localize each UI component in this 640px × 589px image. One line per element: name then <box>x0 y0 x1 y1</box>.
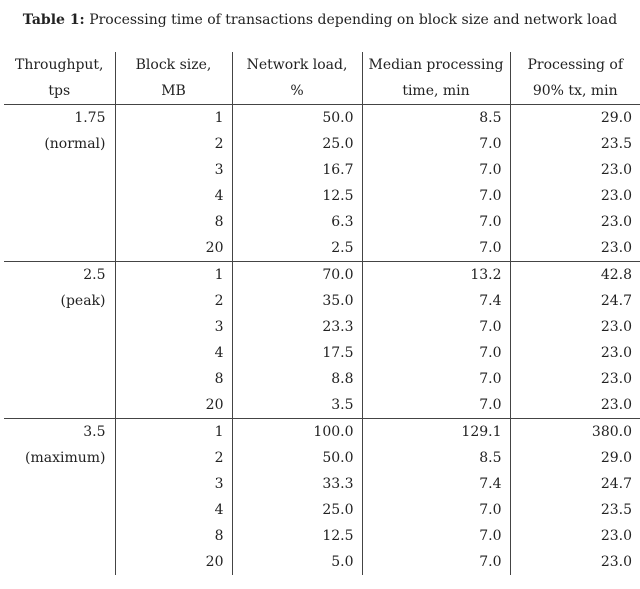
header-block-size: Block size, <box>115 52 232 78</box>
network-load-cell: 100.0 <box>232 419 362 446</box>
network-load-cell: 50.0 <box>232 105 362 132</box>
block-size-cell: 4 <box>115 497 232 523</box>
header-throughput: Throughput, <box>14 57 104 73</box>
block-size-cell: 20 <box>115 235 232 262</box>
table-row <box>4 209 640 235</box>
median-time-cell: 8.5 <box>362 445 510 471</box>
network-load-cell: 35.0 <box>232 288 362 314</box>
median-time-cell: 7.4 <box>362 471 510 497</box>
processing-90-cell: 23.5 <box>510 497 640 523</box>
table-row <box>4 288 640 314</box>
table-row <box>4 340 640 366</box>
table-row <box>4 549 640 575</box>
median-time-cell: 129.1 <box>362 419 510 446</box>
block-size-cell: 8 <box>115 209 232 235</box>
network-load-cell: 17.5 <box>232 340 362 366</box>
table-row <box>4 314 640 340</box>
block-size-cell: 3 <box>115 471 232 497</box>
median-time-cell: 7.0 <box>362 497 510 523</box>
throughput-label: (normal) <box>44 136 106 152</box>
throughput-value: 1.75 <box>4 105 115 132</box>
throughput-empty <box>4 366 115 392</box>
processing-90-cell: 29.0 <box>510 445 640 471</box>
processing-90-cell: 42.8 <box>510 262 640 289</box>
median-time-cell: 7.0 <box>362 131 510 157</box>
throughput-empty <box>4 183 115 209</box>
median-time-cell: 7.4 <box>362 288 510 314</box>
throughput-empty <box>4 497 115 523</box>
processing-90-cell: 23.0 <box>510 183 640 209</box>
block-size-cell: 8 <box>115 366 232 392</box>
processing-90-cell: 23.0 <box>510 314 640 340</box>
network-load-cell: 6.3 <box>232 209 362 235</box>
network-load-cell: 50.0 <box>232 445 362 471</box>
median-time-cell: 7.0 <box>362 549 510 575</box>
block-size-cell: 4 <box>115 340 232 366</box>
network-load-cell: 5.0 <box>232 549 362 575</box>
throughput-empty <box>4 235 115 262</box>
block-size-cell: 2 <box>115 131 232 157</box>
median-time-cell: 7.0 <box>362 523 510 549</box>
throughput-value: 2.5 <box>4 262 115 289</box>
table-caption <box>0 8 640 32</box>
block-size-cell: 3 <box>115 314 232 340</box>
block-size-cell: 20 <box>115 392 232 419</box>
processing-90-cell: 380.0 <box>510 419 640 446</box>
caption-text: Processing time of transactions depending on block size and network load <box>89 12 618 28</box>
median-time-cell: 7.0 <box>362 366 510 392</box>
throughput-empty <box>4 314 115 340</box>
median-time-cell: 7.0 <box>362 340 510 366</box>
caption-label: Table 1: <box>22 12 85 28</box>
processing-90-cell: 24.7 <box>510 471 640 497</box>
network-load-cell: 2.5 <box>232 235 362 262</box>
median-time-cell: 7.0 <box>362 183 510 209</box>
processing-90-cell: 23.0 <box>510 523 640 549</box>
throughput-empty <box>4 209 115 235</box>
block-size-cell: 8 <box>115 523 232 549</box>
median-time-cell: 7.0 <box>362 235 510 262</box>
network-load-cell: 70.0 <box>232 262 362 289</box>
processing-90-cell: 23.0 <box>510 366 640 392</box>
table-row <box>4 157 640 183</box>
median-time-cell: 8.5 <box>362 105 510 132</box>
median-time-cell: 7.0 <box>362 157 510 183</box>
processing-90-cell: 23.0 <box>510 209 640 235</box>
header-throughput-unit: tps <box>48 83 71 99</box>
throughput-empty <box>4 340 115 366</box>
network-load-cell: 23.3 <box>232 314 362 340</box>
throughput-label: (maximum) <box>25 450 106 466</box>
network-load-cell: 3.5 <box>232 392 362 419</box>
header-processing-90-unit: 90% tx, min <box>510 78 640 105</box>
table-row <box>4 262 640 289</box>
throughput-empty <box>4 471 115 497</box>
processing-90-cell: 23.0 <box>510 157 640 183</box>
network-load-cell: 12.5 <box>232 523 362 549</box>
header-median-processing: Median processing <box>362 52 510 78</box>
table-row <box>4 523 640 549</box>
throughput-label: (peak) <box>60 293 106 309</box>
table-row <box>4 445 640 471</box>
block-size-cell: 2 <box>115 288 232 314</box>
block-size-cell: 1 <box>115 262 232 289</box>
network-load-cell: 16.7 <box>232 157 362 183</box>
network-load-cell: 8.8 <box>232 366 362 392</box>
table-row <box>4 235 640 262</box>
throughput-empty <box>4 392 115 419</box>
median-time-cell: 13.2 <box>362 262 510 289</box>
block-size-cell: 2 <box>115 445 232 471</box>
table-row <box>4 497 640 523</box>
table-row <box>4 131 640 157</box>
median-time-cell: 7.0 <box>362 209 510 235</box>
header-row-2 <box>4 78 640 105</box>
processing-90-cell: 24.7 <box>510 288 640 314</box>
block-size-cell: 1 <box>115 419 232 446</box>
header-processing-90: Processing of <box>510 52 640 78</box>
block-size-cell: 4 <box>115 183 232 209</box>
processing-90-cell: 29.0 <box>510 105 640 132</box>
table-row <box>4 419 640 446</box>
table-body <box>4 52 640 575</box>
table-row <box>4 392 640 419</box>
block-size-cell: 1 <box>115 105 232 132</box>
median-time-cell: 7.0 <box>362 314 510 340</box>
throughput-empty <box>4 157 115 183</box>
header-network-load: Network load, <box>232 52 362 78</box>
network-load-cell: 25.0 <box>232 131 362 157</box>
block-size-cell: 20 <box>115 549 232 575</box>
processing-90-cell: 23.0 <box>510 392 640 419</box>
network-load-cell: 33.3 <box>232 471 362 497</box>
processing-90-cell: 23.0 <box>510 549 640 575</box>
block-size-cell: 3 <box>115 157 232 183</box>
processing-90-cell: 23.0 <box>510 340 640 366</box>
table-row <box>4 366 640 392</box>
header-median-processing-unit: time, min <box>362 78 510 105</box>
throughput-empty <box>4 549 115 575</box>
table-row <box>4 471 640 497</box>
median-time-cell: 7.0 <box>362 392 510 419</box>
table-row <box>4 105 640 132</box>
header-network-load-unit: % <box>232 78 362 105</box>
network-load-cell: 12.5 <box>232 183 362 209</box>
network-load-cell: 25.0 <box>232 497 362 523</box>
processing-90-cell: 23.5 <box>510 131 640 157</box>
header-block-size-unit: MB <box>115 78 232 105</box>
table-row <box>4 183 640 209</box>
throughput-empty <box>4 523 115 549</box>
throughput-value: 3.5 <box>4 419 115 446</box>
processing-time-table <box>4 52 640 575</box>
header-row-1 <box>4 52 640 78</box>
processing-90-cell: 23.0 <box>510 235 640 262</box>
